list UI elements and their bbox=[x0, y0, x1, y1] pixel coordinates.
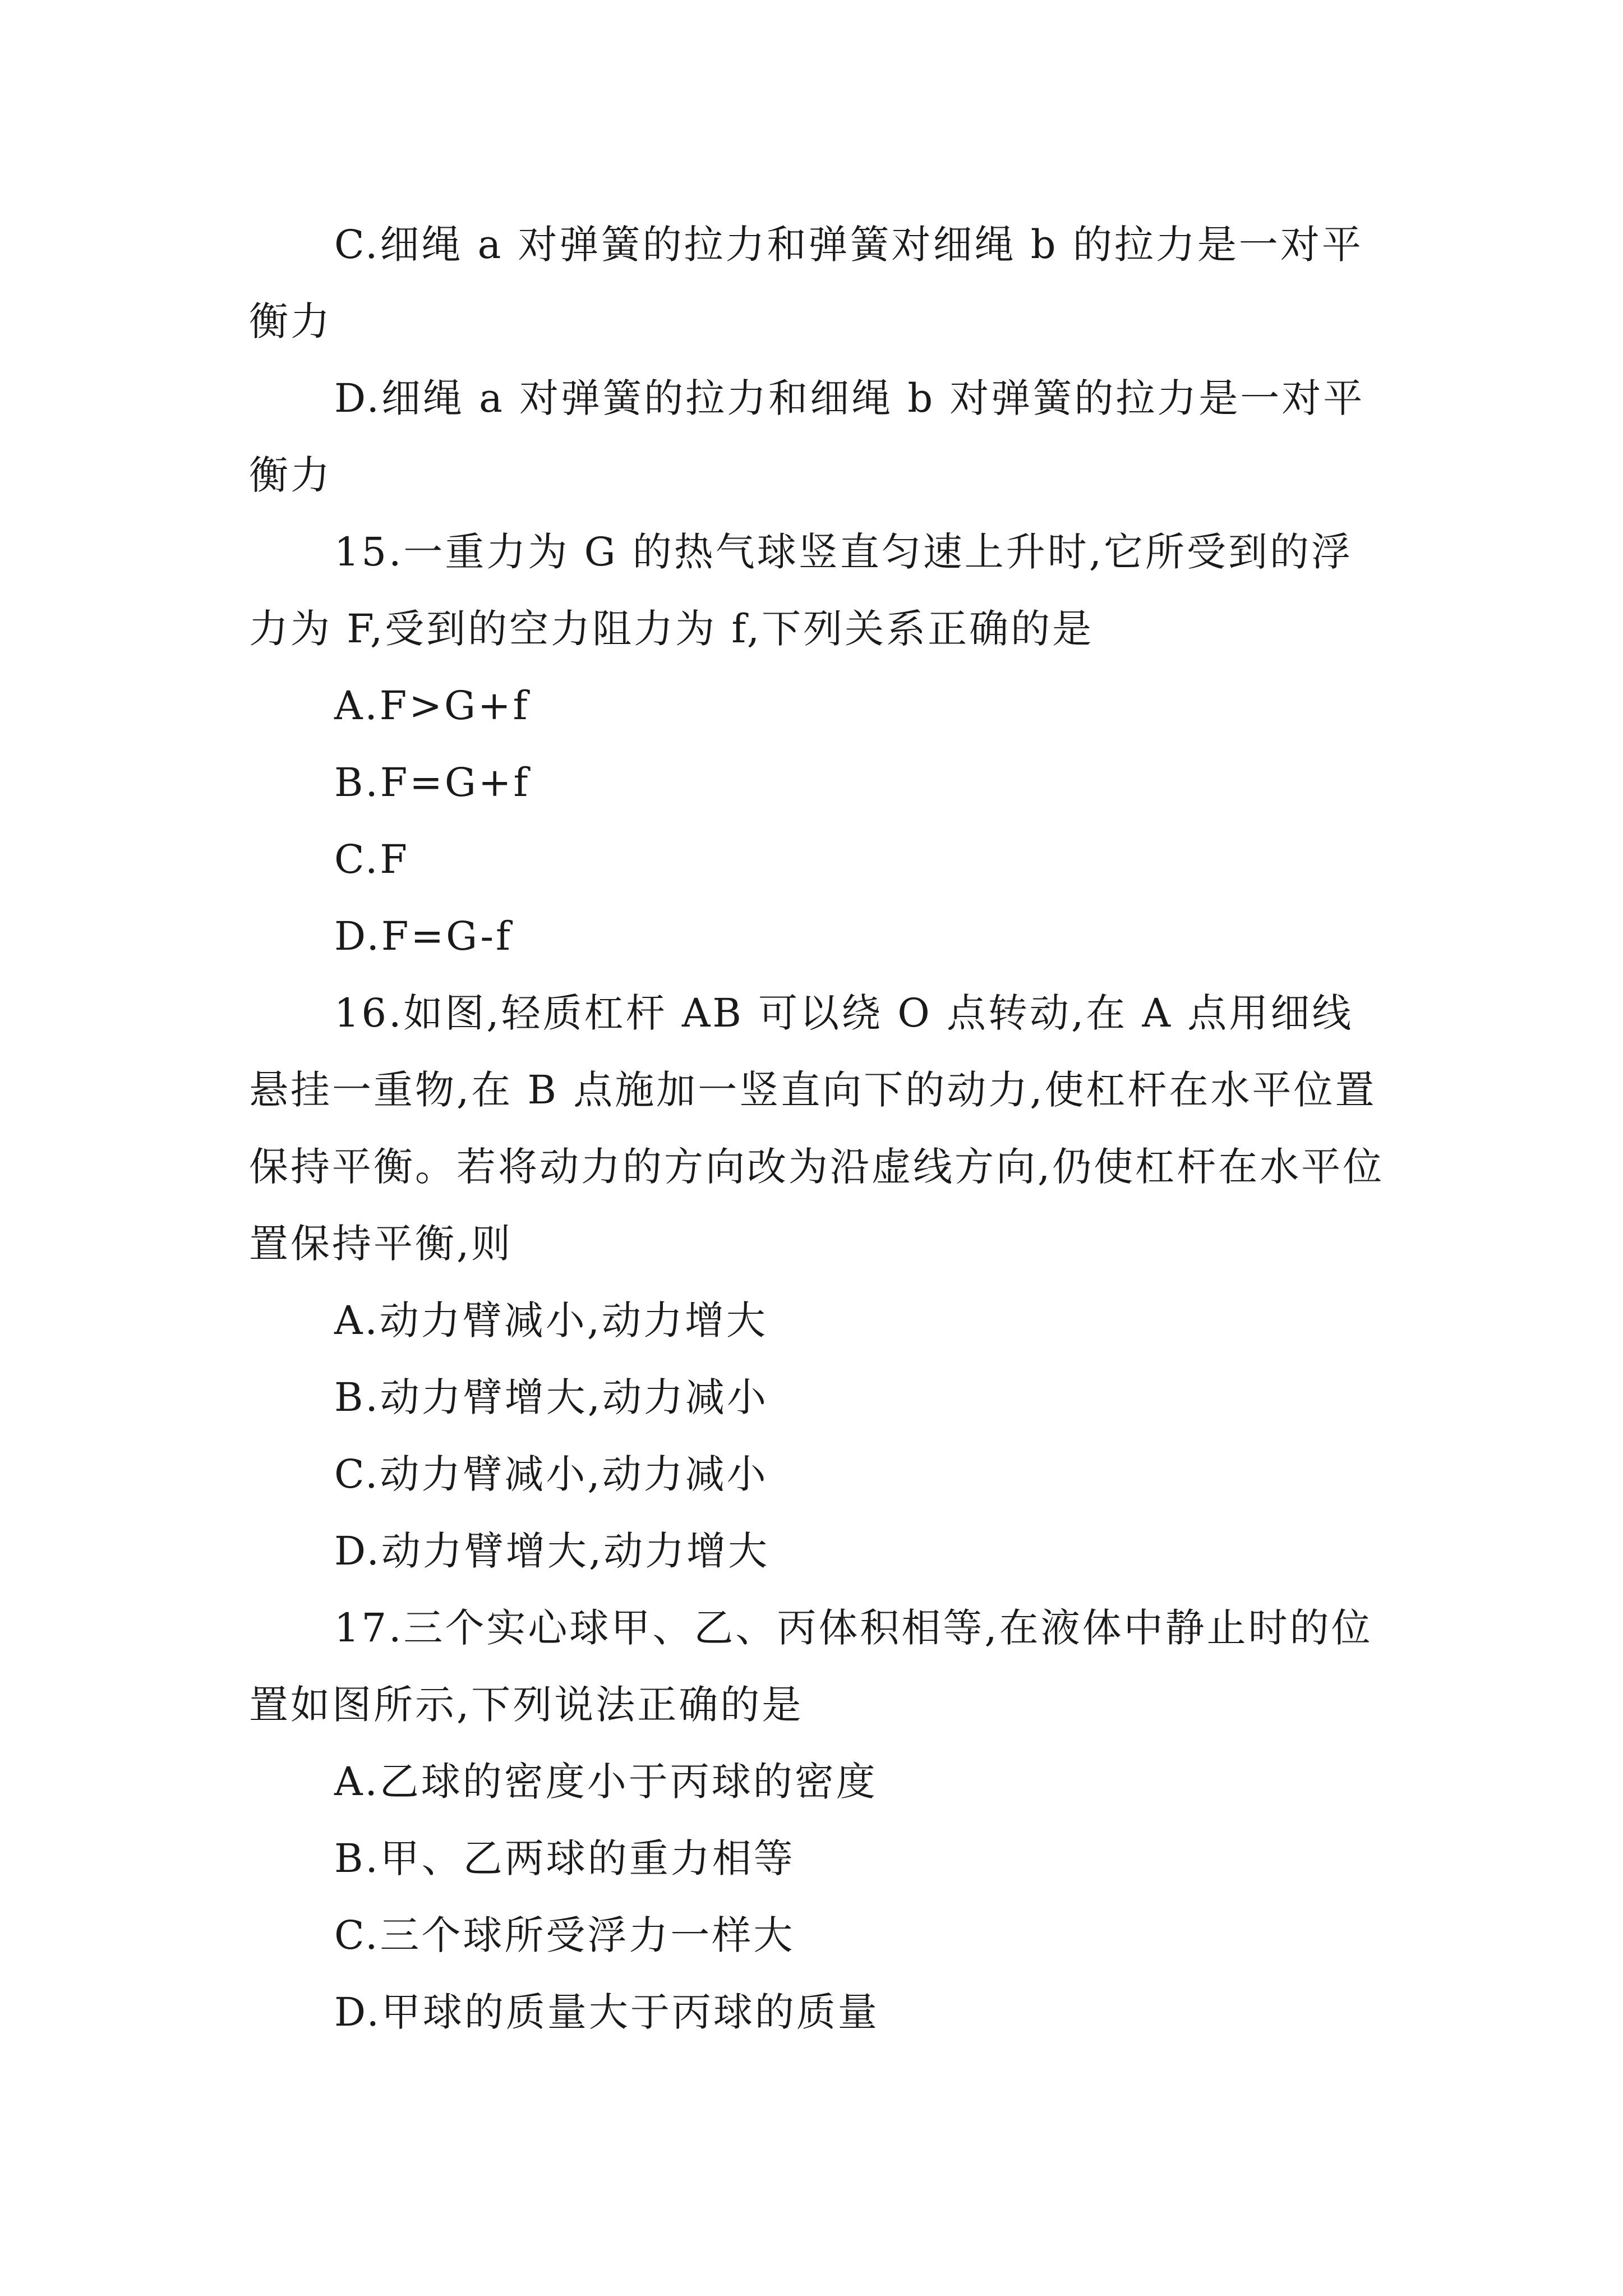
q16-option-b: B.动力臂增大,动力减小 bbox=[334, 1374, 768, 1420]
q17-option-a: A.乙球的密度小于丙球的密度 bbox=[334, 1759, 878, 1805]
document-body bbox=[249, 206, 1387, 2051]
q16-option-c: C.动力臂减小,动力减小 bbox=[334, 1451, 768, 1497]
q15-option-c: C.F bbox=[334, 836, 409, 882]
q15-option-b: B.F=G+f bbox=[334, 760, 531, 806]
q17-option-c: C.三个球所受浮力一样大 bbox=[334, 1912, 795, 1958]
q15-option-d: D.F=G-f bbox=[334, 913, 513, 959]
q14-option-c: C.细绳 a 对弹簧的拉力和弹簧对细绳 b 的拉力是一对平衡力 bbox=[249, 222, 1363, 344]
q16-option-d: D.动力臂增大,动力增大 bbox=[334, 1528, 770, 1574]
q17-stem: 17.三个实心球甲、乙、丙体积相等,在液体中静止时的位置如图所示,下列说法正确的是 bbox=[249, 1605, 1373, 1728]
q15-option-a: A.F>G+f bbox=[334, 683, 530, 729]
q15-stem: 15.一重力为 G 的热气球竖直匀速上升时,它所受到的浮力为 F,受到的空力阻力为 f,下列关系正确的是 bbox=[249, 529, 1353, 652]
q16-stem: 16.如图,轻质杠杆 AB 可以绕 O 点转动,在 A 点用细线悬挂一重物,在 B 点施加一竖直向下的动力,使杠杆在水平位置保持平衡。若将动力的方向改为沿虚线方向,仍使杠杆在水平位置保持平衡,则 bbox=[249, 990, 1385, 1267]
q17-option-b: B.甲、乙两球的重力相等 bbox=[334, 1835, 795, 1881]
q17-option-d: D.甲球的质量大于丙球的质量 bbox=[334, 1989, 879, 2035]
q14-option-d: D.细绳 a 对弹簧的拉力和细绳 b 对弹簧的拉力是一对平衡力 bbox=[249, 375, 1365, 498]
q16-option-a: A.动力臂减小,动力增大 bbox=[334, 1297, 768, 1343]
